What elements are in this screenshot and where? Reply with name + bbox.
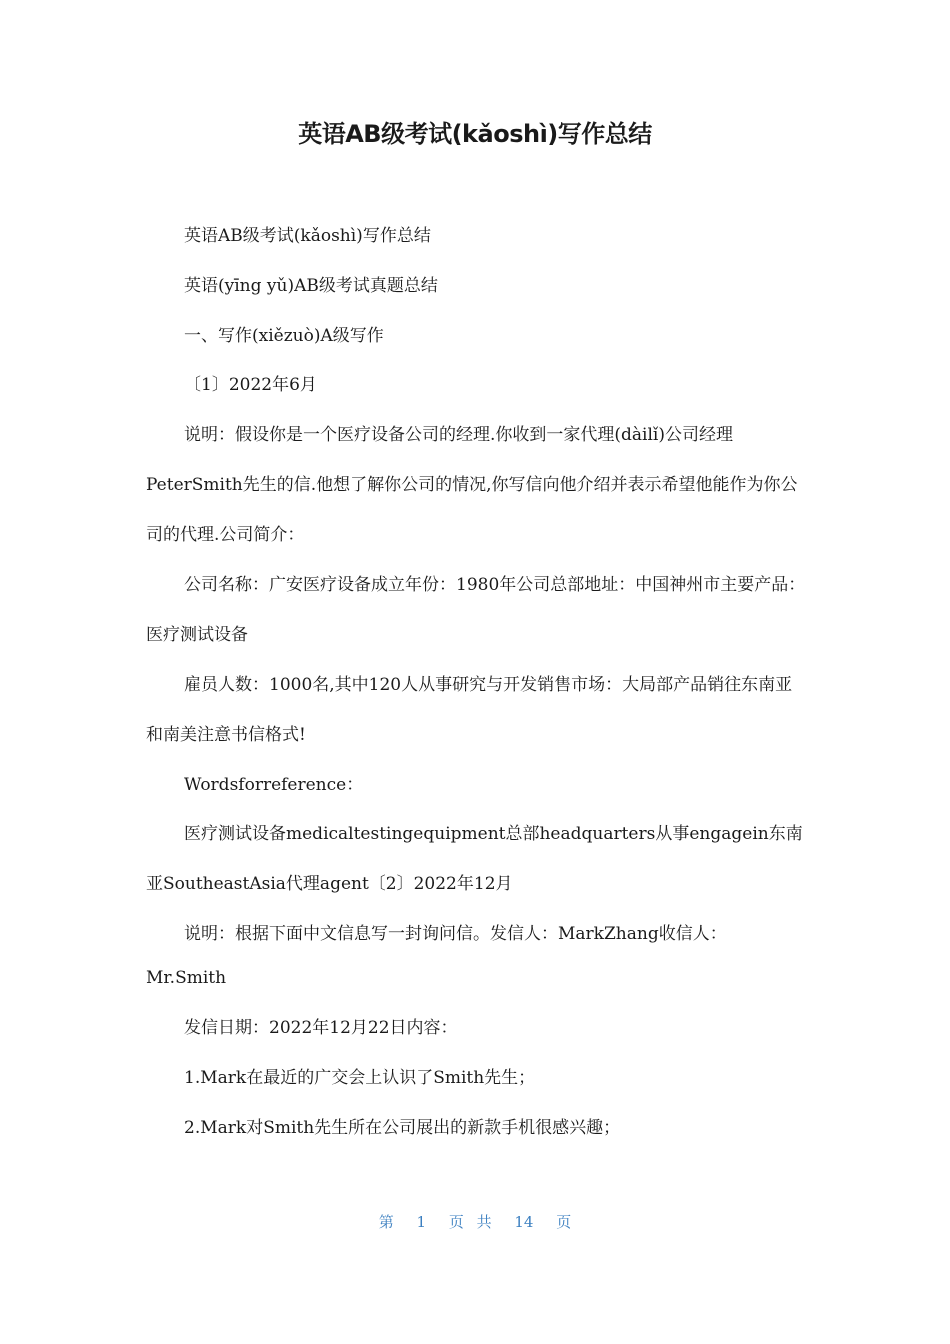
page-label-prefix: 第	[378, 1213, 394, 1231]
paragraph: 医疗测试设备medicaltestingequipment总部headquarters从事engagein东南亚SoutheastAsia代理agent〔2〕2022年12月	[146, 824, 803, 895]
paragraph: 2.Mark对Smith先生所在公司展出的新款手机很感兴趣；	[184, 1117, 621, 1138]
paragraph: 〔1〕2022年6月	[184, 375, 317, 396]
paragraph: 说明：假设你是一个医疗设备公司的经理.你收到一家代理(dàilǐ)公司经理PeterSmith先生的信.他想了解你公司的情况,你写信向他介绍并表示希望他能作为你公司的代理.公司简介：	[146, 425, 798, 546]
document-body	[146, 222, 806, 1163]
page-label-suffix: 页	[556, 1213, 572, 1231]
paragraph: 1.Mark在最近的广交会上认识了Smith先生；	[184, 1067, 536, 1088]
paragraph: 发信日期：2022年12月22日内容：	[184, 1017, 458, 1038]
total-page-count: 14	[514, 1213, 534, 1231]
paragraph: 说明：根据下面中文信息写一封询问信。发信人：MarkZhang收信人：Mr.Smith	[146, 924, 727, 989]
paragraph: 雇员人数：1000名,其中120人从事研究与开发销售市场：大局部产品销往东南亚和南美注意书信格式!	[146, 674, 793, 745]
current-page-number: 1	[416, 1213, 427, 1231]
paragraph: 一、写作(xiězuò)A级写作	[184, 325, 384, 346]
document-title: 英语AB级考试(kǎoshì)写作总结	[298, 120, 652, 148]
paragraph: Wordsforreference：	[184, 774, 364, 795]
paragraph: 英语AB级考试(kǎoshì)写作总结	[184, 226, 431, 246]
paragraph: 公司名称：广安医疗设备成立年份：1980年公司总部地址：中国神州市主要产品：医疗测试设备	[146, 574, 806, 645]
page-label-mid: 页 共	[448, 1213, 492, 1231]
page-number-footer	[0, 1211, 950, 1232]
paragraph: 英语(yīng yǔ)AB级考试真题总结	[184, 275, 438, 296]
